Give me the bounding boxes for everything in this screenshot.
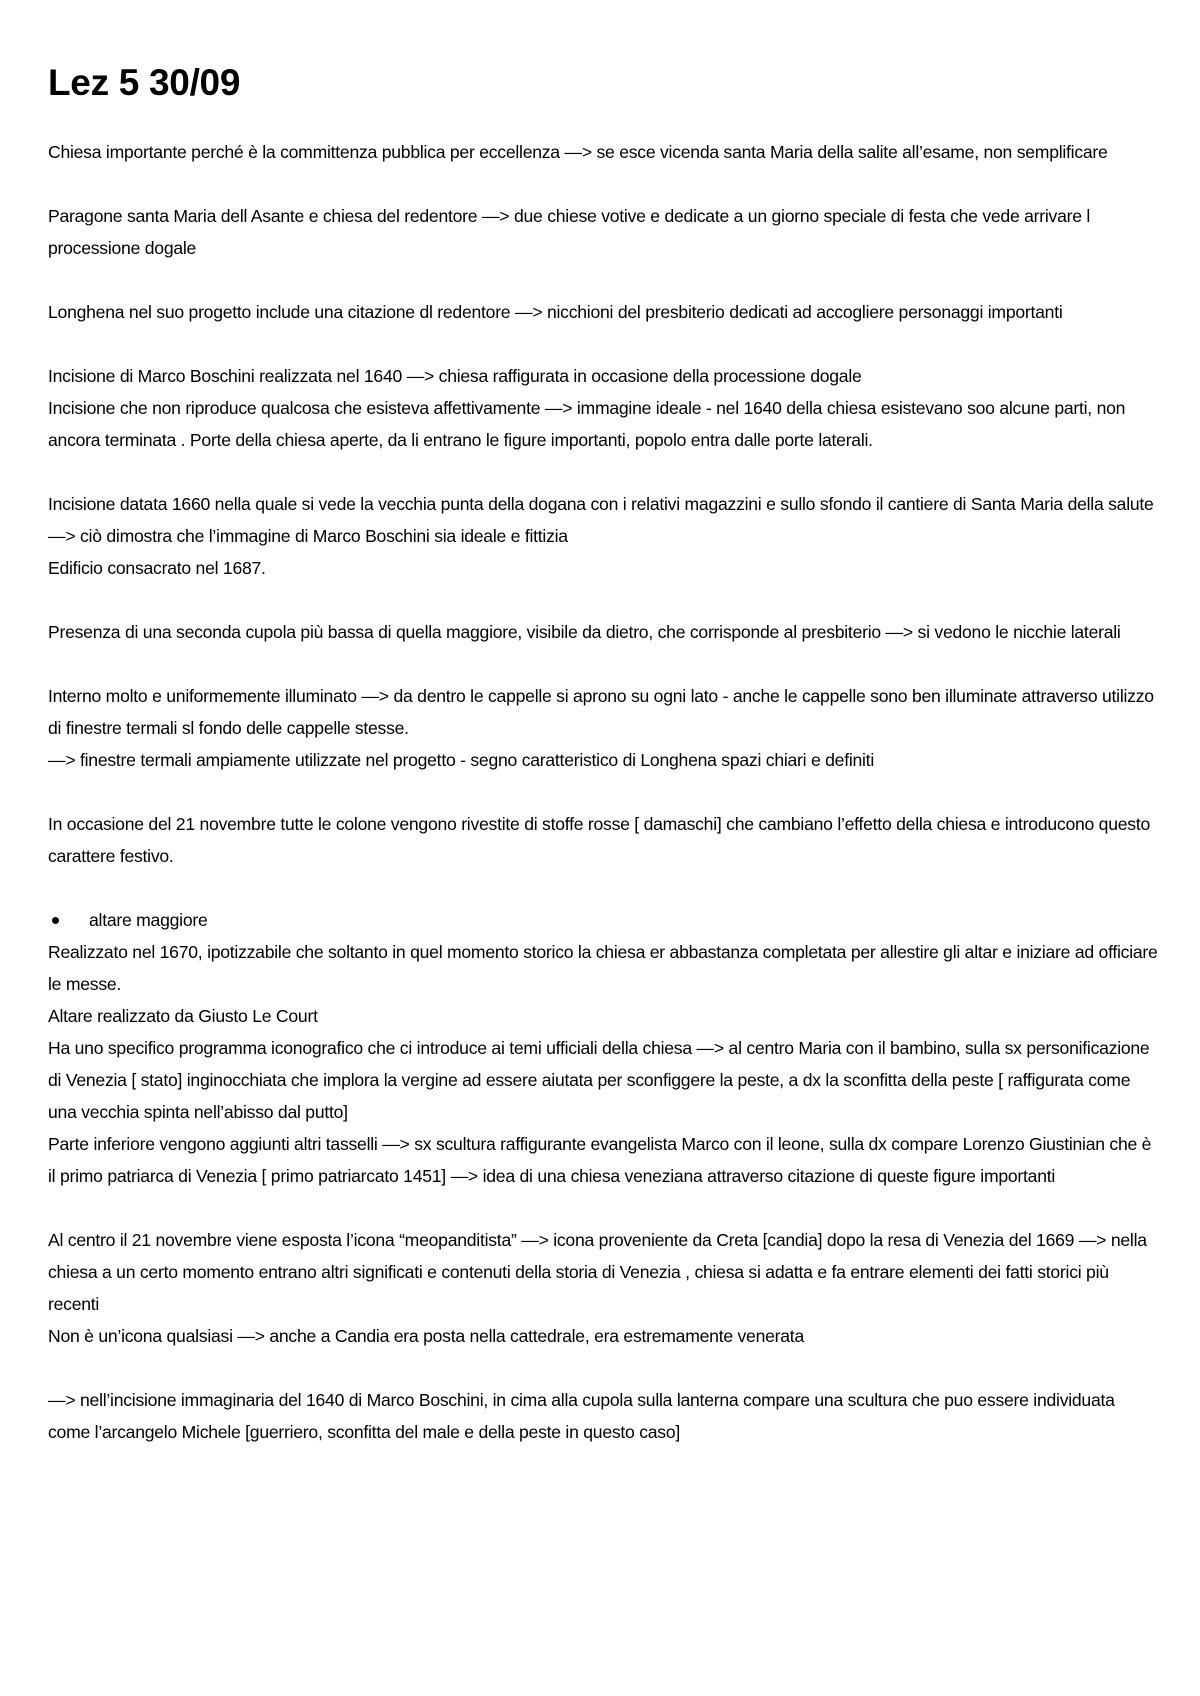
paragraph: [48, 936, 1158, 1192]
paragraph-line: Paragone santa Maria dell Asante e chiesa del redentore —> due chiese votive e dedicate a un giorno speciale di festa che vede arrivare l processione dogale: [48, 206, 1091, 258]
paragraph-line: Incisione datata 1660 nella quale si vede la vecchia punta della dogana con i relativi magazzini e sullo sfondo il cantiere di Santa Maria della salute —> ciò dimostra che l’immagine di Marco Boschini sia ideale e fittizia: [48, 494, 1154, 546]
paragraph: [48, 1224, 1158, 1352]
paragraph-line: Altare realizzato da Giusto Le Court: [48, 1006, 318, 1026]
page-title: Lez 5 30/09: [48, 62, 241, 103]
paragraph: [48, 488, 1158, 584]
paragraph-line: In occasione del 21 novembre tutte le colone vengono rivestite di stoffe rosse [ damaschi] che cambiano l’effetto della chiesa e introducono questo carattere festivo.: [48, 814, 1151, 866]
paragraph-line: Interno molto e uniformemente illuminato —> da dentro le cappelle si aprono su ogni lato - anche le cappelle sono ben illuminate attraverso utilizzo di finestre termali sl fondo delle cappelle stesse.: [48, 686, 1154, 738]
paragraph-line: Incisione che non riproduce qualcosa che esisteva affettivamente —> immagine ideale - nel 1640 della chiesa esistevano soo alcune parti, non ancora terminata . Porte della chiesa aperte, da li entrano le figure importanti, popolo entra dalle porte laterali.: [48, 398, 1126, 450]
paragraph-line: Longhena nel suo progetto include una citazione dl redentore —> nicchioni del presbiterio dedicati ad accogliere personaggi importanti: [48, 302, 1063, 322]
paragraph-line: Incisione di Marco Boschini realizzata nel 1640 —> chiesa raffigurata in occasione della processione dogale: [48, 366, 862, 386]
paragraph: [48, 808, 1158, 872]
paragraph: [48, 200, 1158, 264]
paragraph: [48, 1384, 1158, 1448]
paragraph-line: Realizzato nel 1670, ipotizzabile che soltanto in quel momento storico la chiesa er abbastanza completata per allestire gli altar e iniziare ad officiare le messe.: [48, 942, 1158, 994]
paragraph-line: Al centro il 21 novembre viene esposta l’icona “meopanditista” —> icona proveniente da Creta [candia] dopo la resa di Venezia del 1669 —> nella chiesa a un certo momento entrano altri significati e contenuti della storia di Venezia , chiesa si adatta e fa entrare elementi dei fatti storici più recenti: [48, 1230, 1147, 1314]
paragraph: [48, 296, 1158, 328]
paragraph-line: Chiesa importante perché è la committenza pubblica per eccellenza —> se esce vicenda santa Maria della salite all’esame, non semplificare: [48, 142, 1108, 162]
paragraph-line: Ha uno specifico programma iconografico che ci introduce ai temi ufficiali della chiesa —> al centro Maria con il bambino, sulla sx personificazione di Venezia [ stato] inginocchiata che implora la vergine ad essere aiutata per sconfiggere la peste, a dx la sconfitta della peste [ raffigurata come una vecchia spinta nell’abisso dal putto]: [48, 1038, 1150, 1122]
bullet-dot-icon: [52, 917, 59, 924]
paragraph-line: —> nell’incisione immaginaria del 1640 di Marco Boschini, in cima alla cupola sulla lanterna compare una scultura che puo essere individuata come l’arcangelo Michele [guerriero, sconfitta del male e della peste in questo caso]: [48, 1390, 1115, 1442]
paragraph-line: Edificio consacrato nel 1687.: [48, 558, 266, 578]
paragraph-line: —> finestre termali ampiamente utilizzate nel progetto - segno caratteristico di Longhena spazi chiari e definiti: [48, 750, 874, 770]
paragraph: [48, 616, 1158, 648]
paragraph: [48, 360, 1158, 456]
paragraph-line: Non è un’icona qualsiasi —> anche a Candia era posta nella cattedrale, era estremamente venerata: [48, 1326, 804, 1346]
paragraph-line: Parte inferiore vengono aggiunti altri tasselli —> sx scultura raffigurante evangelista Marco con il leone, sulla dx compare Lorenzo Giustinian che è il primo patriarca di Venezia [ primo patriarcato 1451] —> idea di una chiesa veneziana attraverso citazione di queste figure importanti: [48, 1134, 1152, 1186]
document-page: [48, 58, 1158, 1448]
paragraph-line: Presenza di una seconda cupola più bassa di quella maggiore, visibile da dietro, che corrisponde al presbiterio —> si vedono le nicchie laterali: [48, 622, 1121, 642]
bullet-text: altare maggiore: [89, 910, 208, 930]
paragraph: [48, 680, 1158, 776]
paragraph: [48, 136, 1158, 168]
bullet-item: [48, 904, 1158, 936]
